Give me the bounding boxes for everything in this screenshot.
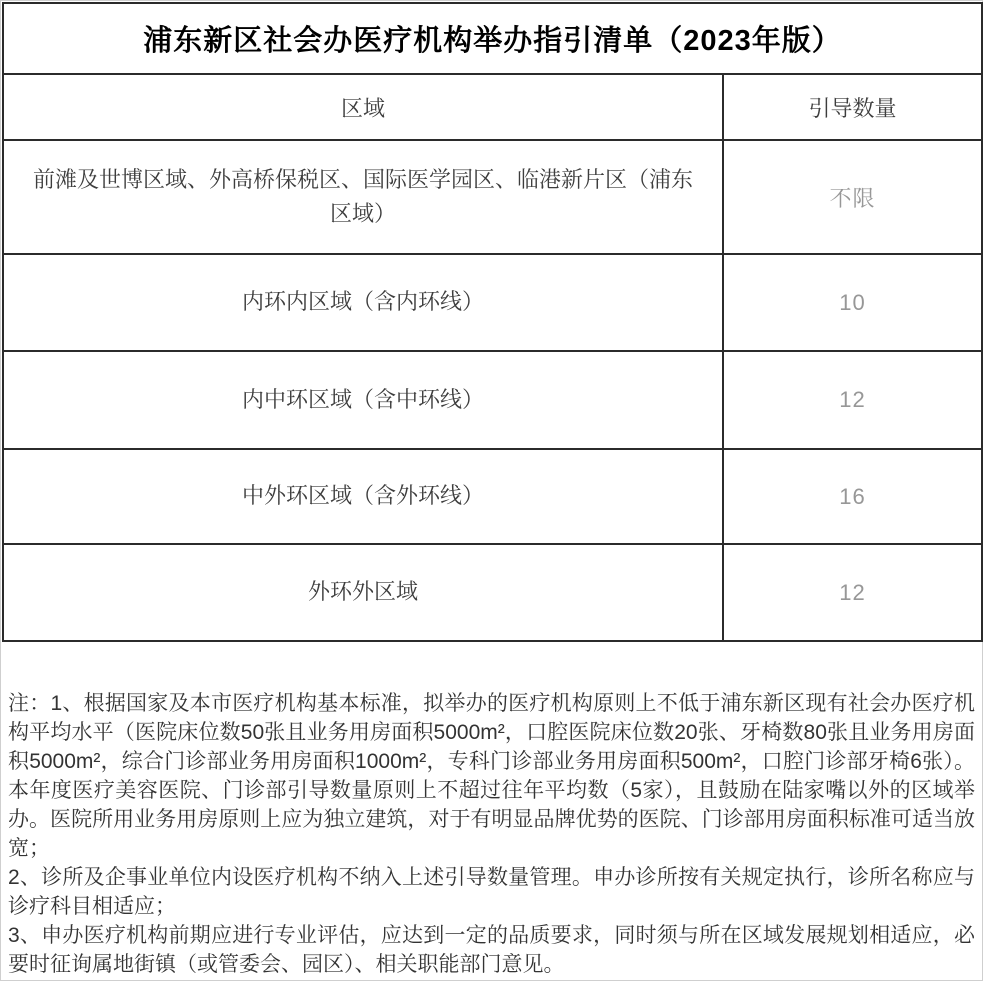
region-cell: 内中环区域（含中环线） — [3, 351, 723, 449]
table-row — [3, 544, 982, 641]
quantity-cell: 10 — [723, 254, 982, 351]
guide-table — [2, 2, 981, 642]
table-header-row — [3, 74, 982, 140]
table-row — [3, 254, 982, 351]
region-cell: 内环内区域（含内环线） — [3, 254, 723, 351]
title-row — [3, 3, 982, 74]
quantity-cell: 16 — [723, 449, 982, 544]
table-row — [3, 351, 982, 449]
table-row — [3, 140, 982, 254]
column-header-region: 区域 — [3, 74, 723, 140]
quantity-cell: 12 — [723, 544, 982, 641]
column-header-quantity: 引导数量 — [723, 74, 982, 140]
region-cell: 前滩及世博区域、外高桥保税区、国际医学园区、临港新片区（浦东区域） — [3, 140, 723, 254]
footnotes — [0, 668, 983, 979]
quantity-cell: 不限 — [723, 140, 982, 254]
footnote-paragraph: 2、诊所及企事业单位内设医疗机构不纳入上述引导数量管理。申办诊所按有关规定执行，诊所名称应与诊疗科目相适应； — [8, 866, 975, 918]
region-cell: 中外环区域（含外环线） — [3, 449, 723, 544]
footnote-paragraph: 3、申办医疗机构前期应进行专业评估，应达到一定的品质要求，同时须与所在区域发展规划相适应，必要时征询属地街镇（或管委会、园区）、相关职能部门意见。 — [8, 924, 975, 976]
page-title: 浦东新区社会办医疗机构举办指引清单（2023年版） — [3, 3, 982, 74]
quantity-cell: 12 — [723, 351, 982, 449]
footnote-paragraph: 注：1、根据国家及本市医疗机构基本标准，拟举办的医疗机构原则上不低于浦东新区现有社会办医疗机构平均水平（医院床位数50张且业务用房面积5000m²，口腔医院床位数20张、牙椅数80张且业务用房面积5000m²，综合门诊部业务用房面积1000m²，专科门诊部业务用房面积500m²，口腔门诊部牙椅6张）。本年度医疗美容医院、门诊部引导数量原则上不超过往年平均数（5家），且鼓励在陆家嘴以外的区域举办。医院所用业务用房原则上应为独立建筑，对于有明显品牌优势的医院、门诊部用房面积标准可适当放宽； — [8, 692, 975, 860]
table-row — [3, 449, 982, 544]
region-cell: 外环外区域 — [3, 544, 723, 641]
